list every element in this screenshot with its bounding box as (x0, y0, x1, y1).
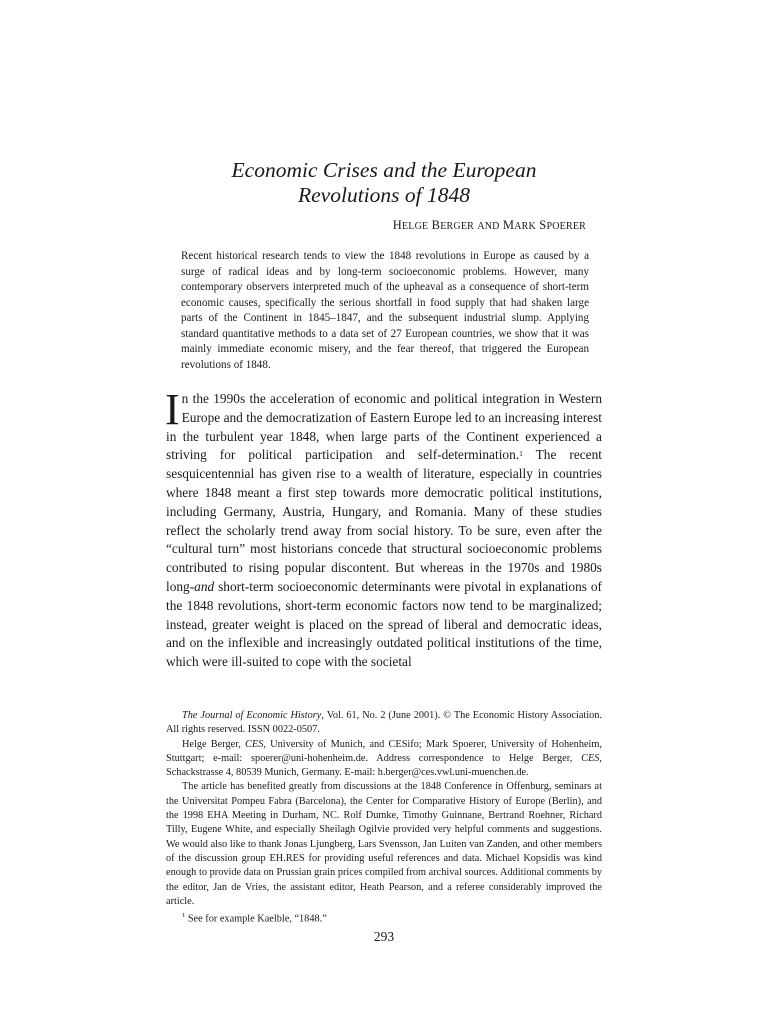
body-part-3: short-term socioeconomic determinants were pivotal in explanations of the 1848 revolutions, short-term economic factors now tend to be marginalized; instead, greater weight is placed on the spread of liberal and democratic ideas, and on the inflexible and increasingly outdated political institutions of the time, which were ill-suited to cope with the societal (166, 578, 602, 670)
author2-last-initial: S (539, 218, 547, 232)
footnote-1-marker: 1 (182, 912, 186, 920)
author-affiliations (166, 738, 602, 781)
title-line-2: Revolutions of 1848 (298, 183, 470, 207)
affiliation-ces-1: CES (245, 738, 264, 750)
author2-first-initial: M (502, 218, 515, 232)
body-part-1: n the 1990s the acceleration of economic and political integration in Western Europe and the democratization of Eastern Europe led to an increasing interest in the turbulent year 1848, when large parts of the Continent experienced a striving for political participation and self-determination. (166, 391, 602, 463)
affiliation-text-a: Helge Berger, (182, 738, 246, 750)
footnotes (166, 709, 602, 927)
footnote-1-text: See for example Kaelble, “1848.” (185, 913, 327, 925)
journal-name: The Journal of Economic History (182, 710, 322, 721)
author1-last-initial: B (431, 218, 441, 232)
author1-last-rest: ERGER (440, 221, 474, 232)
affiliation-text-c: , Schackstrasse 4, 80539 Munich, Germany. E-mail: h.berger@ces.vwl.uni-muenchen.de. (166, 752, 602, 779)
body-emphasis: and (194, 578, 215, 594)
author2-first-rest: ARK (514, 221, 536, 232)
abstract: Recent historical research tends to view the 1848 revolutions in Europe as caused by a surge of radical ideas and by long-term socioeconomic problems. However, many contemporary observers interpreted much of the upheaval as a consequence of short-term economic causes, specifically the serious shortfall in food supply that had shaken large parts of the Continent in 1845–1847, and the subsequent industrial slump. Applying standard quantitative methods to a data set of 27 European countries, we show that it was mainly immediate economic misery, and the fear thereof, that triggered the European revolutions of 1848. (181, 250, 589, 371)
acknowledgments: The article has benefited greatly from discussions at the 1848 Conference in Offenburg, seminars at the Universitat Pompeu Fabra (Barcelona), the Center for Comparative History of Europe (Berlin), and the 1998 EHA Meeting in Durham, NC. Rolf Dumke, Timothy Guinnane, Bertrand Roehner, Richard Tilly, Eugene White, and especially Sheilagh Ogilvie provided very helpful comments and suggestions. We would also like to thank Jonas Ljungberg, Lars Svensson, Jan Luiten van Zanden, and other members of the discussion group EH.RES for providing useful references and data. Michael Kopsidis was kind enough to provide data on Prussian grain prices compiled from archival sources. Additional comments by the editor, Jan de Vries, the assistant editor, Heath Pearson, and a referee considerably improved the article. (166, 781, 602, 907)
author-conjunction: AND (477, 221, 500, 232)
footnote-1 (166, 909, 602, 927)
footnote-ref-1[interactable]: 1 (519, 449, 523, 459)
author1-first-rest: ELGE (401, 221, 429, 232)
author1-first-initial: H (392, 218, 402, 232)
article-title (120, 158, 648, 208)
author2-last-rest: POERER (546, 221, 586, 232)
title-line-1: Economic Crises and the European (231, 158, 537, 182)
journal-citation (166, 709, 602, 738)
page-number: 293 (373, 929, 395, 944)
author-byline (180, 218, 586, 233)
affiliation-ces-2: CES (581, 752, 600, 764)
body-text (165, 385, 602, 672)
body-part-2: The recent sesquicentennial has given rise to a wealth of literature, especially in countries where 1848 meant a first step towards more democratic political institutions, including Germany, Austria, Hungary, and Romania. Many of these studies reflect the scholarly trend away from social history. To be sure, even after the “cultural turn” most historians concede that structural socioeconomic problems contributed to rising popular discontent. But whereas in the 1970s and 1980s long- (166, 447, 602, 594)
affiliation-text-b: , University of Munich, and CESifo; Mark Spoerer, University of Hohenheim, Stuttgart; e-mail: spoerer@uni-hohenheim.de. Address correspondence to Helge Berger, (166, 738, 602, 764)
drop-cap: I (165, 385, 180, 434)
journal-details: , Vol. 61, No. 2 (June 2001). © The Economic History Association. All rights reserved. ISSN 0022-0507. (166, 710, 602, 736)
